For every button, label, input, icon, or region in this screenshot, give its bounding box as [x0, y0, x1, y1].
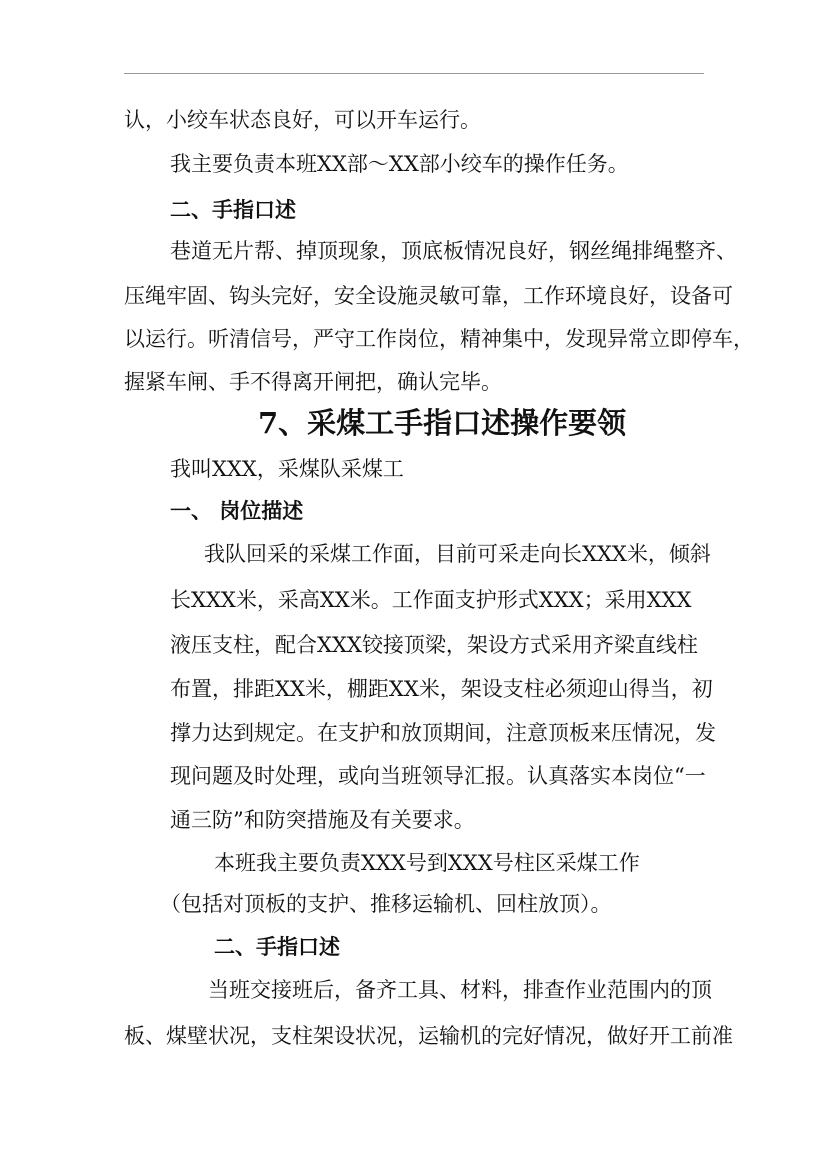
paragraph-line: 液压支柱，配合XXX铰接顶梁，架设方式采用齐梁直线柱 [170, 633, 698, 657]
header-rule [124, 73, 704, 74]
page-title: 7、采煤工手指口述操作要领 [258, 406, 627, 440]
paragraph-line: 通三防”和防突措施及有关要求。 [170, 808, 475, 832]
paragraph-line: 长XXX米，采高XX米。工作面支护形式XXX；采用XXX [170, 588, 692, 612]
responsibility-line: 本班我主要负责XXX号到XXX号柱区采煤工作 [214, 851, 640, 875]
section-heading: 二、手指口述 [170, 197, 296, 222]
section-heading: 二、手指口述 [214, 934, 340, 959]
section-heading: 一、 岗位描述 [170, 498, 304, 523]
paragraph-line: 巷道无片帮、掉顶现象，顶底板情况良好，钢丝绳排绳整齐、 [170, 239, 737, 263]
paragraph-line: 压绳牢固、钩头完好，安全设施灵敏可靠，工作环境良好，设备可 [124, 284, 733, 308]
paragraph-line: 握紧车闸、手不得离开闸把，确认完毕。 [124, 370, 502, 394]
paragraph-line: 布置，排距XX米，棚距XX米，架设支柱必须迎山得当，初 [170, 677, 713, 701]
text-line: 认，小绞车状态良好，可以开车运行。 [124, 108, 481, 132]
paragraph-line: 当班交接班后，备齐工具、材料，排查作业范围内的顶 [208, 978, 712, 1002]
paragraph-line: 我队回采的采煤工作面，目前可采走向长XXX米，倾斜 [204, 542, 711, 566]
paragraph-line: 板、煤壁状况，支柱架设状况，运输机的完好情况，做好开工前准 [124, 1024, 733, 1048]
text-line: 我主要负责本班XX部～XX部小绞车的操作任务。 [170, 152, 629, 176]
responsibility-line: （包括对顶板的支护、推移运输机、回柱放顶）。 [160, 892, 612, 916]
paragraph-line: 撑力达到规定。在支护和放顶期间，注意顶板来压情况，发 [170, 721, 716, 745]
paragraph-line: 以运行。听清信号，严守工作岗位，精神集中，发现异常立即停车， [124, 327, 754, 351]
intro-line: 我叫XXX，采煤队采煤工 [170, 457, 404, 481]
paragraph-line: 现问题及时处理，或向当班领导汇报。认真落实本岗位“一 [170, 764, 706, 788]
